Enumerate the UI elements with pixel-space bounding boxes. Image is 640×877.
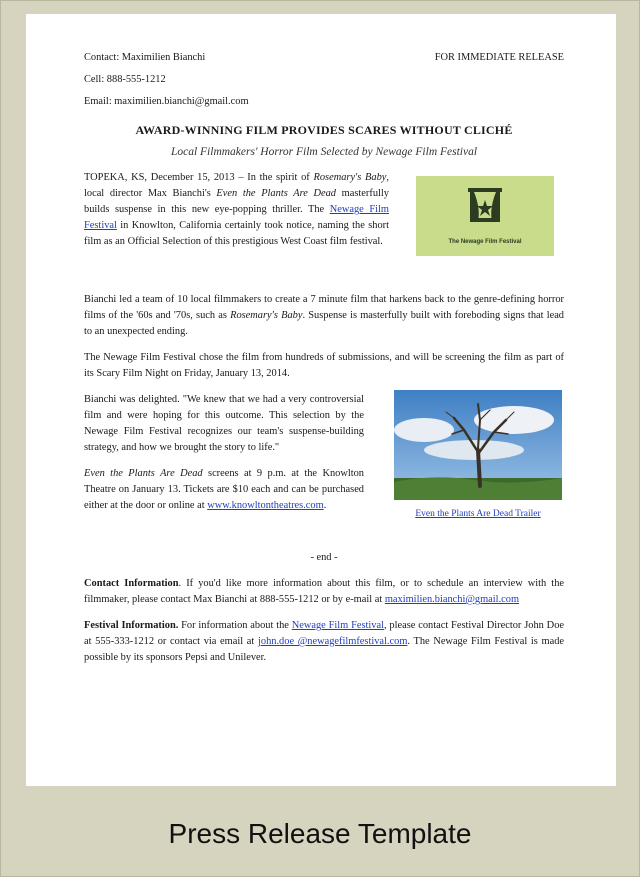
end-marker: - end - <box>310 552 338 563</box>
contact-info-paragraph <box>84 576 564 608</box>
ref-film-title: Even the Plants Are Dead <box>216 188 337 199</box>
festival-info-link[interactable]: Newage Film Festival <box>291 620 384 631</box>
release-label: FOR IMMEDIATE RELEASE <box>434 52 564 63</box>
festival-info-text1: For information about the <box>178 620 292 631</box>
festival-info-paragraph <box>84 618 564 666</box>
ref-rosemarys-baby-2: Rosemary's Baby <box>230 310 303 321</box>
intro-mid2: masterfully builds suspense in this new eye-popping thriller. The <box>84 188 389 215</box>
festival-info-text2: , please contact Festival Director John Doe at 555-333-1212 or contact via email at <box>84 620 564 647</box>
festival-logo <box>416 176 554 256</box>
festival-info-text3: . The Newage Film Festival is made possible by its sponsors Pepsi and Unilever. <box>84 636 565 663</box>
team-lead: Bianchi led a team of 10 local filmmakers to create a 7 minute film that harkens back to the genre-defining horror films of the '60s and '70s, such as <box>84 294 564 321</box>
trailer-link[interactable]: Even the Plants Are Dead Trailer <box>415 509 541 519</box>
intro-tail: in Knowlton, California certainly took notice, naming the short film as an Official Selection of this prestigious West Coast film festival. <box>84 220 389 247</box>
email-line: Email: maximilien.bianchi@gmail.com <box>84 96 249 107</box>
festival-link[interactable]: Newage Film Festival <box>84 204 390 231</box>
cell-line: Cell: 888-555-1212 <box>84 74 166 85</box>
contact-info-label: Contact Information <box>84 578 179 589</box>
quote-paragraph: Bianchi was delighted. "We knew that we had a very controversial film and were hoping for this outcome. This selection by the Newage Film Festival recognizes our team's suspense-building strategy, and how we brought the story to life." <box>84 394 364 453</box>
document-page <box>26 14 616 786</box>
theatre-link[interactable]: www.knowltontheatres.com <box>207 500 324 511</box>
logo-text: The Newage Film Festival <box>448 239 522 245</box>
header-row <box>84 50 564 72</box>
ref-film-title-2: Even the Plants Are Dead <box>84 468 203 479</box>
press-release-body <box>84 50 564 666</box>
intro-lead: TOPEKA, KS, December 15, 2013 – In the spirit of <box>84 172 314 183</box>
contact-email-link[interactable]: maximilien.bianchi@gmail.com <box>384 594 520 605</box>
quote-block <box>84 392 564 548</box>
screening-mid: screens at 9 p.m. at the Knowlton Theatre on January 13. Tickets are $10 each and can be purchased either at the door or online at <box>84 468 365 511</box>
tree-image <box>394 390 562 500</box>
headline: AWARD-WINNING FILM PROVIDES SCARES WITHOUT CLICHÉ <box>135 123 513 137</box>
festival-email-link[interactable]: john.doe @newagefilmfestival.com <box>257 636 408 647</box>
intro-paragraph <box>84 170 389 250</box>
subheadline: Local Filmmakers' Horror Film Selected by Newage Film Festival <box>170 146 478 158</box>
festival-info-label: Festival Information. <box>84 620 179 631</box>
intro-block <box>84 170 564 282</box>
dead-tree-photo <box>394 390 562 500</box>
theater-curtain-icon <box>468 188 502 228</box>
contact-name: Contact: Maximilien Bianchi <box>84 52 206 63</box>
paragraph-team <box>84 292 564 340</box>
paragraph-selection: The Newage Film Festival chose the film from hundreds of submissions, and will be screening the film as part of its Scary Film Night on Friday, January 13, 2014. <box>84 352 564 379</box>
team-tail: . Suspense is masterfully built with foreboding signs that lead to an unexpected ending. <box>84 310 564 337</box>
template-caption: Press Release Template <box>168 818 472 849</box>
screening-tail: . <box>323 500 327 511</box>
intro-mid1: , local director Max Bianchi's <box>84 172 389 199</box>
screening-paragraph <box>84 466 364 514</box>
contact-info-text: . If you'd like more information about this film, or to schedule an interview with the filmmaker, please contact Max Bianchi at 888-555-1212 or by e-mail at <box>84 578 564 605</box>
ref-rosemarys-baby: Rosemary's Baby <box>313 172 387 183</box>
